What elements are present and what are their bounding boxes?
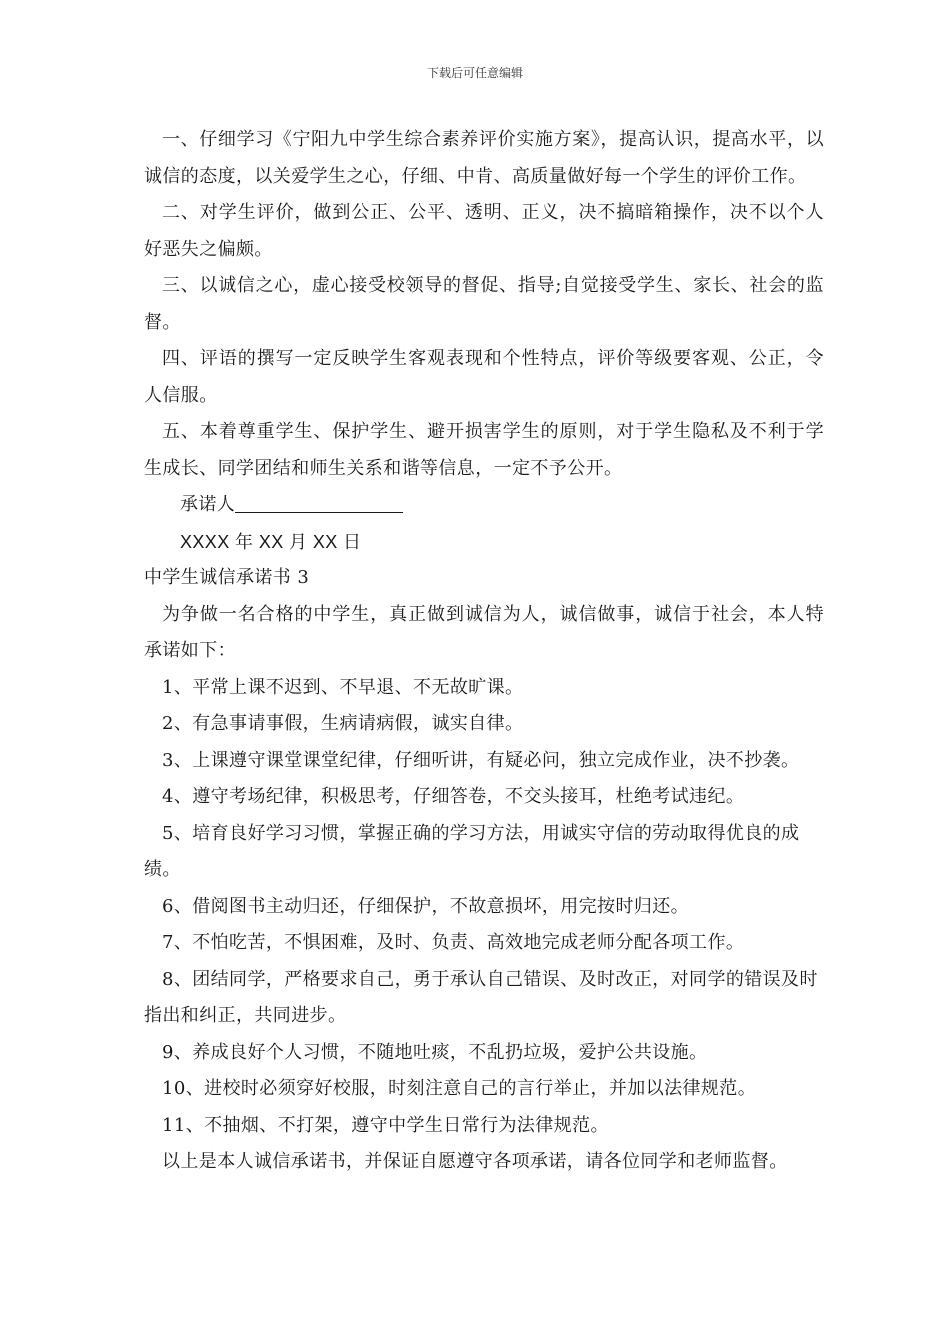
paragraph-5: 五、本着尊重学生、保护学生、避开损害学生的原则，对于学生隐私及不利于学生成长、同学团结和师生关系和谐等信息，一定不予公开。 — [144, 421, 824, 479]
list-item: 11、不抽烟、不打架，遵守中学生日常行为法律规范。 — [162, 1114, 609, 1136]
list-item: 2、有急事请事假，生病请病假，诚实自律。 — [162, 713, 524, 734]
list-item: 5、培育良好学习习惯，掌握正确的学习方法，用诚实守信的劳动取得优良的成绩。 — [144, 822, 800, 880]
list-item: 4、遵守考场纪律，积极思考，仔细答卷，不交头接耳，杜绝考试违纪。 — [162, 786, 745, 807]
list-item: 9、养成良好个人习惯，不随地吐痰，不乱扔垃圾，爱护公共设施。 — [162, 1041, 708, 1063]
list-item: 7、不怕吃苦，不惧困难，及时、负责、高效地完成老师分配各项工作。 — [162, 932, 745, 953]
signature-date: XXXX 年 XX 月 XX 日 — [180, 531, 362, 552]
list-item: 10、进校时必须穿好校服，时刻注意自己的言行举止，并加以法律规范。 — [162, 1078, 757, 1099]
signature-blank — [235, 490, 403, 513]
closing-paragraph: 以上是本人诚信承诺书，并保证自愿遵守各项承诺，请各位同学和老师监督。 — [162, 1151, 788, 1172]
list-item: 3、上课遵守课堂课堂纪律，仔细听讲，有疑必问，独立完成作业，决不抄袭。 — [162, 749, 800, 771]
signature-label: 承诺人 — [180, 494, 236, 515]
section-title: 中学生诚信承诺书 3 — [144, 567, 310, 588]
page-header: 下载后可任意编辑 — [426, 66, 523, 80]
paragraph-1: 一、仔细学习《宁阳九中学生综合素养评价实施方案》，提高认识，提高水平，以诚信的态度，以关爱学生之心，仔细、中肯、高质量做好每一个学生的评价工作。 — [144, 129, 824, 187]
list-item: 8、团结同学，严格要求自己，勇于承认自己错误、及时改正，对同学的错误及时指出和纠正，共同进步。 — [144, 968, 818, 1026]
document-body — [144, 122, 824, 1181]
signature-line — [144, 487, 824, 524]
paragraph-4: 四、评语的撰写一定反映学生客观表现和个性特点，评价等级要客观、公正，令人信服。 — [144, 348, 824, 406]
paragraph-3: 三、以诚信之心，虚心接受校领导的督促、指导;自觉接受学生、家长、社会的监督。 — [144, 275, 824, 333]
section-intro: 为争做一名合格的中学生，真正做到诚信为人，诚信做事，诚信于社会，本人特承诺如下： — [144, 603, 824, 661]
paragraph-2: 二、对学生评价，做到公正、公平、透明、正义，决不搞暗箱操作，决不以个人好恶失之偏颇。 — [144, 202, 824, 260]
list-item: 1、平常上课不迟到、不早退、不无故旷课。 — [162, 676, 524, 698]
list-item: 6、借阅图书主动归还，仔细保护，不故意损坏，用完按时归还。 — [162, 895, 690, 917]
